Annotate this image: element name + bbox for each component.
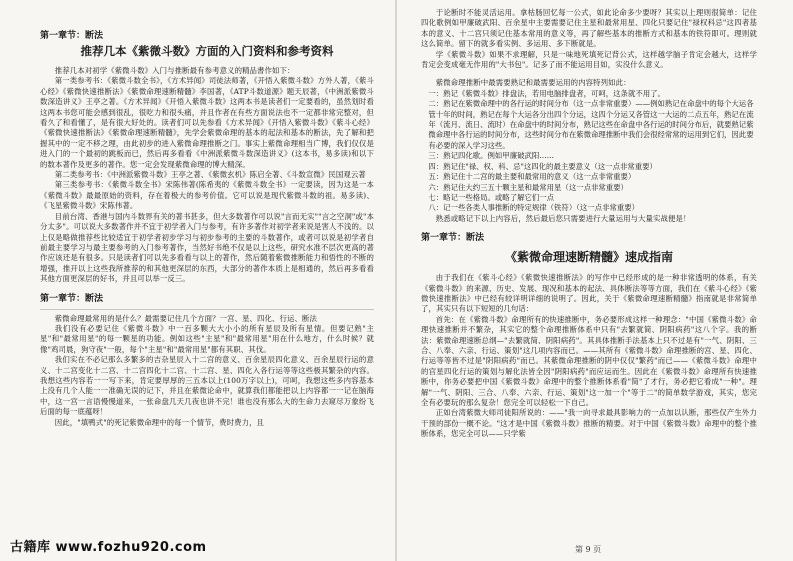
- section-title: 《紫微命理速断精髓》速成指南: [504, 250, 673, 265]
- paragraph: 第三类参考书：《紫微斗数全书》宋陈伟著(陈希夷的《紫微斗数全书》一定要读，因为这是一本《紫微斗数》最最原始的资料，存在着极大的参考价值。它可以说是现代紫微斗数的祖。易多读)、《飞星紫微斗数》宋陈伟著。: [40, 180, 374, 211]
- list-item: 四：熟记住"禄、权、科、忌"这四化的最主要意义（这一点非常重要）: [428, 161, 657, 171]
- paragraph: 熟悉或略记下以上内容后，然后最后您只需要进行大量运用与大量实战便是！: [435, 213, 691, 223]
- paragraph: 紫微命理最常用的是什么？最需要记住几个方面？一宫、星、四化、行运、断法: [54, 313, 317, 323]
- list-item: 八：记一些各类人事推断的特定规律（铁符）（这一点非常重要）: [428, 203, 640, 213]
- paragraph: 第一类参考书：《紫微斗数全书》，《方术异闻》司徒法师著，《开悟入紫微斗数》方外人著，《紫斗心经》《紫微快速推断法》《紫微命理速断精髓》李国著，《ATP斗数道源》题天辰著，《中洲派紫微斗数深造讲义》王亭之著。《方术异闻》《开悟入紫微斗数》这两本书是读者们一定要看的，虽然划时看这两本书您可能会感到很乱，很吃力和很头痛，并且作者在有些方面说法也不一定都非常完整对，但看久了和看懂了，是有很大好处的。读者们可以先参看《方术异闻》《开悟入紫微斗数》《紫斗心经》《紫微快速推断法》《紫微命理速断精髓》，先学会紫微命理的基本的起法和基本的断法，先了解和把握其中的一定不移之理，由此初步的进入紫微命理推断之门。事实上紫微命理相当广博，我们仅仅是进入门的一个最初的跳板而已，然后再多看看《中洲派紫微斗数深造讲义》(这本书，易多读)和以下的数本著作及更多的著作。您一定会发现紫微命理的博大精深。: [40, 76, 374, 169]
- paragraph: 学《紫微斗数》如果不求理解，只是一味地死填死记背公式，这样越学脑子肯定会越大，这样学肯定会变成毫无作用的"大书包"。记多了而不能运用目如，实没什么意义。: [421, 49, 757, 70]
- list-item: 六：熟记住大约三五十颗主星和最常用星（这一点非常重要）: [428, 182, 628, 192]
- paragraph: 由于我们在《紫斗心经》《紫微快速推断法》的写作中已经形成的是一种非常透明的体系，有关《紫微斗数》的来源、历史、发展、现况和基本的起法、具体断法等等方面，我们在《紫斗心经》《紫微快速推断法》中已经有较详明详细的说明了。因此，关于《紫微命理速断精髓》指南就是非常简单了，其实只有以下短短的几句话：: [421, 273, 757, 314]
- paragraph: 推荐几本对初学《紫微斗数》入门与推断最有参考意义的精品書作如下：: [54, 66, 295, 75]
- paragraph: 首先：在《紫微斗数》命理所有的快速推断中，务必要形成这样一种理念："中国《紫微斗数》命理快速推断并不繁杂，其实它的整个命理推断体系中只有"去繁就简、阴阳病药"这八个字。我的断法：紫微命理速断总纲—"去繁就简、阴阳病药"。其具体推断手法基本上只不过是有"一气、阴阳、三合、八奉、六亲、行运、策划"这几项内容而已。——其所有《紫微斗数》命理推断的宫、星、四化、行运等等皆不过是"阴阳病药"而已。其紫微命理推断的阴中仅仅"繁药"而已——《紫微斗数》命理中的宫星四化行运的策划与解化法皆全因"阴阳病药"而应运而生。因此在《紫微斗数》命理所有快速推断中，你务必要把中国《紫微斗数》命理中的整个推断体系看"简"了才行，务必把它看成"一种"。理解"一气、阴阳、三合、八奉、六亲、行运、策划"这一加一个"等于二"的简单数学游戏，其实，您完全有必要玩的那么复杂！您完全可以轻松一下自己。: [421, 314, 757, 407]
- list-item: 二：熟记在紫微命理中的各行运的时间分布（这一点非常重要）——例如熟记在命盘中的每个大运各管十年的时间，熟记在每个大运各分出四个分运，这四个分运又各管这一大运的二点五年，熟记在流年（流月、流日、流时）在命盘中的时间分布，熟记这些在命盘中各行运的时间分布后，就要熟记紫微命理中各行运的时间分布，这些时间分布在紫微命理推断中我们会很经常常的运用到它们，因此要有必要的深入学习这些。: [428, 99, 754, 150]
- section-heading: 第一章节：断法: [40, 293, 104, 304]
- section-heading: 第一章节：断法: [40, 31, 104, 41]
- left-page-content: [40, 30, 374, 428]
- list-intro: 紫微命理推断中最需要熟记和最需要运用的内容特列如此：: [435, 78, 631, 88]
- divider: [40, 309, 374, 310]
- document-title: 推荐几本《紫微斗数》方面的入门资料和参考资料: [80, 44, 334, 58]
- paragraph: 第二类参考书：《中洲派紫微斗数》王亭之著、《紫微玄机》陈启全著、《斗数宣微》民国观云著: [54, 170, 366, 180]
- list-item: 三：熟记四化歌。例如甲廉破武阳……: [428, 151, 555, 161]
- paragraph: 因此，"填鸭式"的死记紫微命理中的每一个情节，费时费力，且: [54, 417, 265, 427]
- list-item: 五：熟记住十二宫的最主要和最常用的意义（这一点非常重要）: [428, 172, 636, 182]
- paragraph: 正如台湾紫微大师司徒阳所说的：——"我一向寻求最具影响力的一点加以认断，那些仅产生外力干预的部份一概不论。"这才是中国《紫微斗数》推断的精要。对于中国《紫微斗数》命理中的整个推断体系，您完全可以——只学紫: [421, 408, 757, 439]
- site-logo[interactable]: [6, 536, 211, 555]
- paragraph: 我们实在不必记那么多繁多的吉杂星辰入十二宫的意义、百余星辰四化意义、百余星辰行运的意义、十二宫变化十二宫、十二宫四化十二宫、十二宫、星、四化入各行运等等这些极其繁杂的内容。我想这些内容若一一写下来，肯定要厚厚的三五本以上(100万字以上)，可呵，我想这些多内容基本上没有几个人能一一准确无误的记下，并且在紫微论命中，就算我们都能把以上内容都一一记在脑海中，这一宫一言语慢慢道来，一张命盘几天几夜也讲不完！谁也没有那么大的生命力去窥尽万象纷飞后面的每一底蕴呀！: [40, 355, 374, 417]
- key-points-list: [421, 89, 757, 214]
- section-heading: 第一章节：断法: [421, 233, 485, 244]
- paragraph: 目前台湾、香港与国内斗数界有关的著书甚多，但大多数著作可以说"言而无实""言之空洞"或"本分太多"。可以说大多数著作并不宜于初学者入门与参考，有许多著作对初学者来说是害人不浅的。以上仅是略做推荐些比较适宜于初学者初步学习与初步参考的主要的斗数著作，或者可以说是初学者自前最主要学习与最主要参考的入门参考著作，当然好书绝不仅是以上这些，研究水准不层次更高的著作应该还是有很多。只是读者们可以先多看看与以上的著作，然后随着紫微推断能力和悟性的不断的增强，推开以上这些我所推荐的和其他更深层的东西，大部分的著作本质上是相通的，然后再多看看其他方面更深层的好书，并且可以举一反三。: [40, 211, 374, 284]
- left-page: [0, 0, 396, 561]
- page-number: 第 9 页: [575, 545, 602, 554]
- right-page: [397, 0, 793, 561]
- list-item: 一：熟记《紫微斗数》排盘法，若用电脑排盘者，可呵，这条就不用了。: [428, 88, 665, 98]
- list-item: 七：略记一些格局。或略了解它们一点: [428, 192, 555, 202]
- paragraph: 我们没有必要记住《紫微斗数》中一百多颗大大小小的所有星辰及所有星情。但要记熟"主星"和"最常用星"的每一颗星的功能。例如这些"主星"和"最常用星"用在什么地方，什么时候？就像"鸡司晨，狗守夜"一般，每个"主星"和"最常用星"都有其职、其伐。: [40, 323, 374, 354]
- paragraph: 于论断时不能灵活运用。拿枯肠回忆每一公式，如此论命多少要呀？其实以上理则很简单：记住四化歌例如甲廉破武阳、百余星中主要需要记住主星和最常用星、四化只要记住"禄权科忌"这四者基本的意义、十二宫只须记住基本常用的意义等，再了解些基本的推断方式和基本的铁符即可。理则就这么简单。留下的就多看实例、多运用、多下断就是。: [421, 8, 757, 49]
- right-page-content: [421, 8, 757, 440]
- site-logo-text: 古籍库 www.fozhu920.com: [10, 540, 207, 555]
